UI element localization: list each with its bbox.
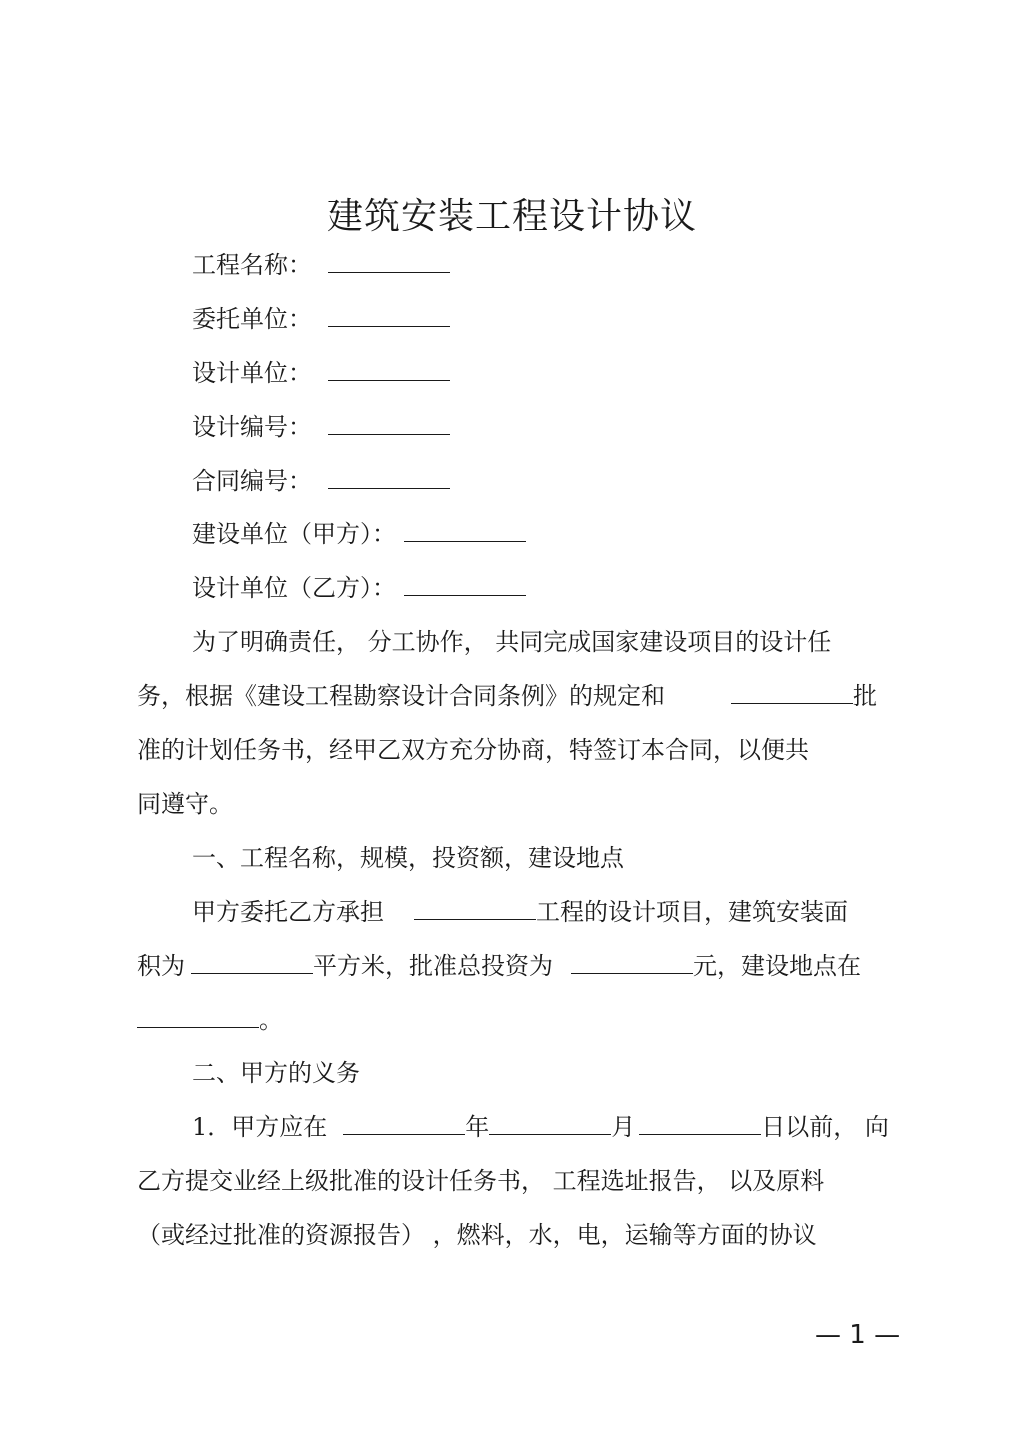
document-title: 建筑安装工程设计协议 [326, 196, 697, 237]
fill-blank[interactable] [414, 897, 536, 920]
fill-blank[interactable] [328, 304, 450, 327]
section-2-line-2: 乙方提交业经上级批准的设计任务书， 工程选址报告， 以及原料 [137, 1167, 825, 1195]
text: 日以前， 向 [761, 1113, 889, 1141]
field-party-b [192, 571, 526, 605]
section-1-line-3 [137, 1003, 283, 1037]
fill-blank[interactable] [404, 573, 526, 596]
fill-blank[interactable] [328, 358, 450, 381]
field-contract-number [192, 464, 450, 498]
section-2-line-1 [192, 1110, 889, 1144]
field-party-a [192, 517, 526, 551]
intro-line-4: 同遵守。 [137, 790, 233, 818]
field-label: 合同编号： [192, 467, 312, 495]
field-label: 设计编号： [192, 413, 312, 441]
field-design-unit [192, 356, 450, 390]
text: 积为 [137, 952, 185, 980]
text: 工程的设计项目，建筑安装面 [536, 898, 848, 926]
text: 务，根据《建设工程勘察设计合同条例》的规定和 [137, 682, 665, 710]
fill-blank[interactable] [137, 1005, 259, 1028]
field-label: 委托单位： [192, 305, 312, 333]
text: 。 [259, 1006, 283, 1034]
field-label: 设计单位： [192, 359, 312, 387]
fill-blank[interactable] [404, 519, 526, 542]
text: 平方米，批准总投资为 [313, 952, 553, 980]
field-label: 工程名称： [192, 251, 312, 279]
fill-blank[interactable] [343, 1112, 465, 1135]
fill-blank[interactable] [639, 1112, 761, 1135]
intro-line-2 [137, 679, 877, 713]
fill-blank[interactable] [731, 681, 853, 704]
text: 批 [853, 682, 877, 710]
field-project-name [192, 248, 450, 282]
section-2-heading: 二、甲方的义务 [192, 1059, 360, 1087]
section-1-line-1 [192, 895, 848, 929]
text: 月 [611, 1113, 636, 1141]
page-number: — 1 — [815, 1320, 901, 1350]
fill-blank[interactable] [328, 250, 450, 273]
field-label: 设计单位（乙方）： [192, 574, 396, 602]
text: 元，建设地点在 [693, 952, 861, 980]
fill-blank[interactable] [571, 951, 693, 974]
fill-blank[interactable] [489, 1112, 611, 1135]
section-1-heading: 一、工程名称，规模，投资额，建设地点 [192, 844, 624, 872]
section-2-line-3: （或经过批准的资源报告） ，燃料，水，电，运输等方面的协议 [137, 1221, 817, 1249]
text: 年 [465, 1113, 490, 1141]
text: 甲方委托乙方承担 [192, 898, 384, 926]
field-design-number [192, 410, 450, 444]
field-client [192, 302, 450, 336]
field-label: 建设单位（甲方）： [192, 520, 396, 548]
text: 1．甲方应在 [192, 1113, 328, 1141]
fill-blank[interactable] [328, 466, 450, 489]
section-1-line-2 [137, 949, 861, 983]
fill-blank[interactable] [328, 412, 450, 435]
intro-line-1: 为了明确责任， 分工协作， 共同完成国家建设项目的设计任 [192, 628, 832, 656]
fill-blank[interactable] [191, 951, 313, 974]
intro-line-3: 准的计划任务书，经甲乙双方充分协商，特签订本合同，以便共 [137, 736, 809, 764]
